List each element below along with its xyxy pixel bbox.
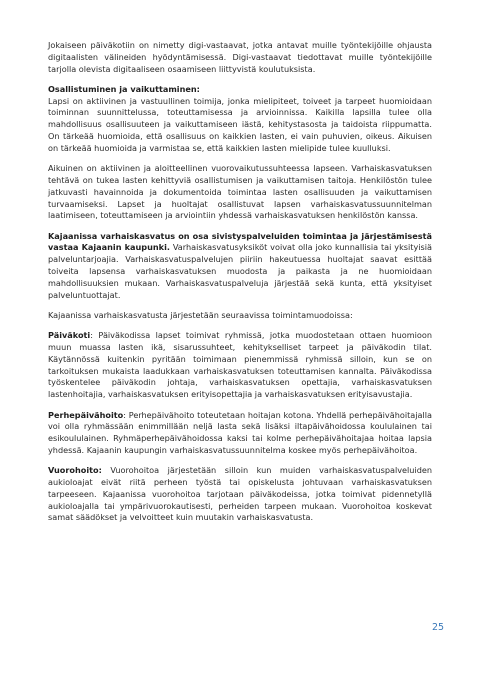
paragraph-vuorohoito <box>48 465 432 524</box>
term-perhepaivahoito: Perhepäivähoito <box>48 409 124 420</box>
page-number: 25 <box>432 622 445 633</box>
paragraph-text: Aikuinen on aktiivinen ja aloitteellinen vuorovaikutussuhteessa lapseen. Varhaiskasvatuksen tehtävä on tukea lasten kehittyviä osallistumisen ja vaikuttamisen taitoja. Henkilöstön tulee jatkuvasti havainnoida ja dokumentoida toimintaa lasten osallisuuden ja vaikuttamisen turvaamiseksi. Lapset ja huoltajat osallistuvat lapsen varhaiskasvatussuunnitelman laatimiseen, toteuttamiseen ja arviointiin yhdessä varhaiskasvatuksen henkilöstön kanssa. <box>48 163 432 221</box>
document-page <box>48 40 432 533</box>
paragraph-text: : Päiväkodissa lapset toimivat ryhmissä, jotka muodostetaan ottaen huomioon muun muassa lasten ikä, sisarussuhteet, kehitykselliset tarpeet ja päiväkodin tilat. Käytännössä kuitenkin pyritään toimimaan pienemmissä ryhmissä silloin, kun se on tarkoituksen mukaista laadukkaan varhaiskasvatuksen toteuttamisen kannalta. Päiväkodissa työskentelee päiväkodin johtaja, varhaiskasvatuksen opettajia, varhaiskasvatuksen lastenhoitajia, varhaiskasvatuksen erityisopettajia ja varhaiskasvatuksen erityisavustajia. <box>48 330 432 400</box>
paragraph-text: Vuorohoitoa järjestetään silloin kun muiden varhaiskasvatuspalveluiden aukioloajat eivät riitä perheen työstä tai opiskelusta johtuvaan varhaiskasvatuksen tarpeeseen. Kajaanissa vuorohoitoa tarjotaan päiväkodeissa, jotka toimivat pidennetyllä aukioloajalla tai ympärivuorokautisesti, perheiden tarpeen mukaan. Vuorohoitoa koskevat samat säädökset ja velvoitteet kuin muutakin varhaiskasvatusta. <box>48 465 432 523</box>
paragraph-osallistuminen <box>48 84 432 155</box>
paragraph-digi-vastaavat <box>48 40 432 75</box>
term-paivakoti: Päiväkoti <box>48 330 91 341</box>
paragraph-kajaani <box>48 231 432 302</box>
paragraph-paivakoti <box>48 330 432 401</box>
paragraph-toimintamuodot <box>48 310 432 322</box>
paragraph-aikuinen <box>48 163 432 222</box>
paragraph-text: Varhaiskasvatusyksiköt voivat olla joko kunnallisia tai yksityisiä palveluntarjoajia. Varhaiskasvatuspalvelujen piiriin hakeutuessa huoltajat saavat esittää toiveita lapsensa varhaiskasvatuksen muodosta ja paikasta ja ne huomioidaan mahdollisuuksien mukaan. Varhaiskasvatuspalveluja järjestää sekä kunta, että yksityiset palveluntuottajat. <box>48 242 432 300</box>
section-heading: Osallistuminen ja vaikuttaminen: <box>48 83 200 94</box>
bold-lead-text: Kajaanissa varhaiskasvatus on osa sivistyspalveluiden toimintaa ja järjestämisestä vastaa Kajaanin kaupunki. <box>48 230 432 253</box>
paragraph-text: Jokaiseen päiväkotiin on nimetty digi-vastaavat, jotka antavat muille työntekijöille ohjausta digitaalisten välineiden hyödyntämisessä. Digi-vastaavat tiedottavat muille työntekijöille tarjolla olevista digitaaliseen osaamiseen liittyvistä koulutuksista. <box>48 40 432 74</box>
paragraph-perhepaivahoito <box>48 410 432 457</box>
paragraph-text: : Perhepäivähoito toteutetaan hoitajan kotona. Yhdellä perhepäivähoitajalla voi olla ryhmässään enimmillään neljä lasta sekä lisäksi iltapäivähoidossa koululainen tai esikoululainen. Ryhmäperhepäivähoidossa kaksi tai kolme perhepäivähoitajaa hoitaa lapsia yhdessä. Kajaanin kaupungin varhaiskasvatussuunnitelma koskee myös perhepäivähoitoa. <box>48 409 432 455</box>
paragraph-text: Kajaanissa varhaiskasvatusta järjestetään seuraavissa toimintamuodoissa: <box>48 309 353 320</box>
paragraph-text: Lapsi on aktiivinen ja vastuullinen toimija, jonka mielipiteet, toiveet ja tarpeet huomioidaan toiminnan suunnittelussa, toteuttamisessa ja arvioinnissa. Kaikilla lapsilla tulee olla mahdollisuus osallisuuteen ja vaikuttamiseen iästä, kehitystasosta ja taidoista riippumatta. On tärkeää huomioida, että osallisuus on kaikkien lasten, ei vain puhuvien, oikeus. Aikuisen on tärkeää huomioida ja varmistaa se, että kaikkien lasten mielipide tulee kuulluksi. <box>48 95 432 153</box>
term-vuorohoito: Vuorohoito: <box>48 465 102 476</box>
